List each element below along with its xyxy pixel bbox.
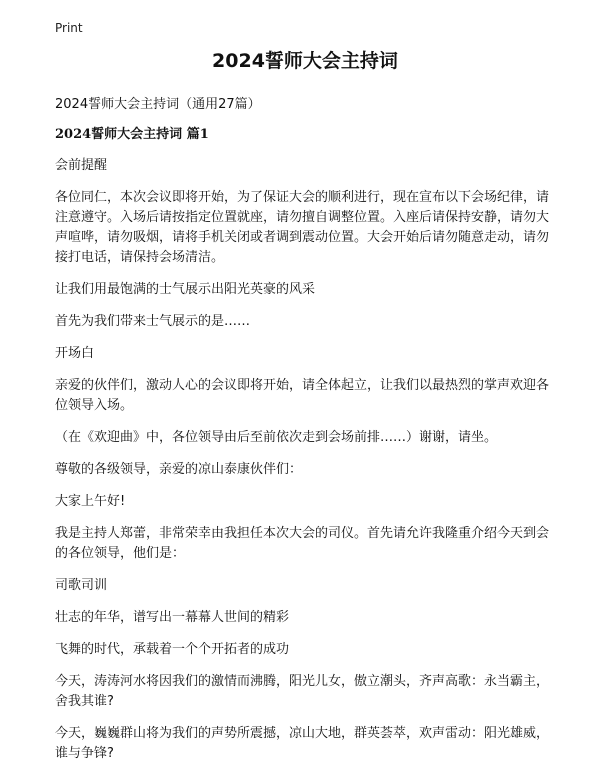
document-subtitle: 2024誓师大会主持词（通用27篇） xyxy=(55,97,261,112)
paragraph-reminder-heading: 会前提醒 xyxy=(55,158,108,173)
paragraph-verse-2: 飞舞的时代，承载着一个个开拓者的成功 xyxy=(55,642,290,657)
paragraph-opening-heading: 开场白 xyxy=(55,346,95,361)
paragraph-song-heading: 司歌司训 xyxy=(55,578,108,593)
paragraph-good-morning: 大家上午好! xyxy=(55,494,126,509)
paragraph-stage-note: （在《欢迎曲》中，各位领导由后至前依次走到会场前排……）谢谢，请坐。 xyxy=(55,430,498,445)
paragraph-verse-3: 今天，涛涛河水将因我们的激情而沸腾，阳光儿女，傲立潮头，齐声高歌：永当霸主，舍我其谁? xyxy=(55,674,550,709)
paragraph-greeting: 尊敬的各级领导，亲爱的凉山泰康伙伴们： xyxy=(55,462,303,477)
print-link[interactable]: Print xyxy=(55,21,83,35)
paragraph-morale-intro: 首先为我们带来士气展示的是…… xyxy=(55,314,251,329)
document-body xyxy=(55,48,555,776)
paragraph-morale: 让我们用最饱满的士气展示出阳光英豪的风采 xyxy=(55,282,316,297)
paragraph-welcome: 亲爱的伙伴们，激动人心的会议即将开始，请全体起立，让我们以最热烈的掌声欢迎各位领导入场。 xyxy=(55,378,550,413)
section-heading: 2024誓师大会主持词 篇1 xyxy=(55,127,209,142)
document-title: 2024誓师大会主持词 xyxy=(212,50,398,72)
paragraph-host-intro: 我是主持人郑蕾，非常荣幸由我担任本次大会的司仪。首先请允许我隆重介绍今天到会的各位领导，他们是： xyxy=(55,526,550,561)
paragraph-verse-4: 今天，巍巍群山将为我们的声势所震撼，凉山大地，群英荟萃，欢声雷动：阳光雄威，谁与争锋? xyxy=(55,726,550,761)
paragraph-verse-1: 壮志的年华，谱写出一幕幕人世间的精彩 xyxy=(55,610,290,625)
paragraph-meeting-rules: 各位同仁，本次会议即将开始，为了保证大会的顺利进行，现在宣布以下会场纪律，请注意遵守。入场后请按指定位置就座，请勿擅自调整位置。入座后请保持安静，请勿大声喧哗，请勿吸烟，请将手机关闭或者调到震动位置。大会开始后请勿随意走动，请勿接打电话，请保持会场清洁。 xyxy=(55,190,550,265)
